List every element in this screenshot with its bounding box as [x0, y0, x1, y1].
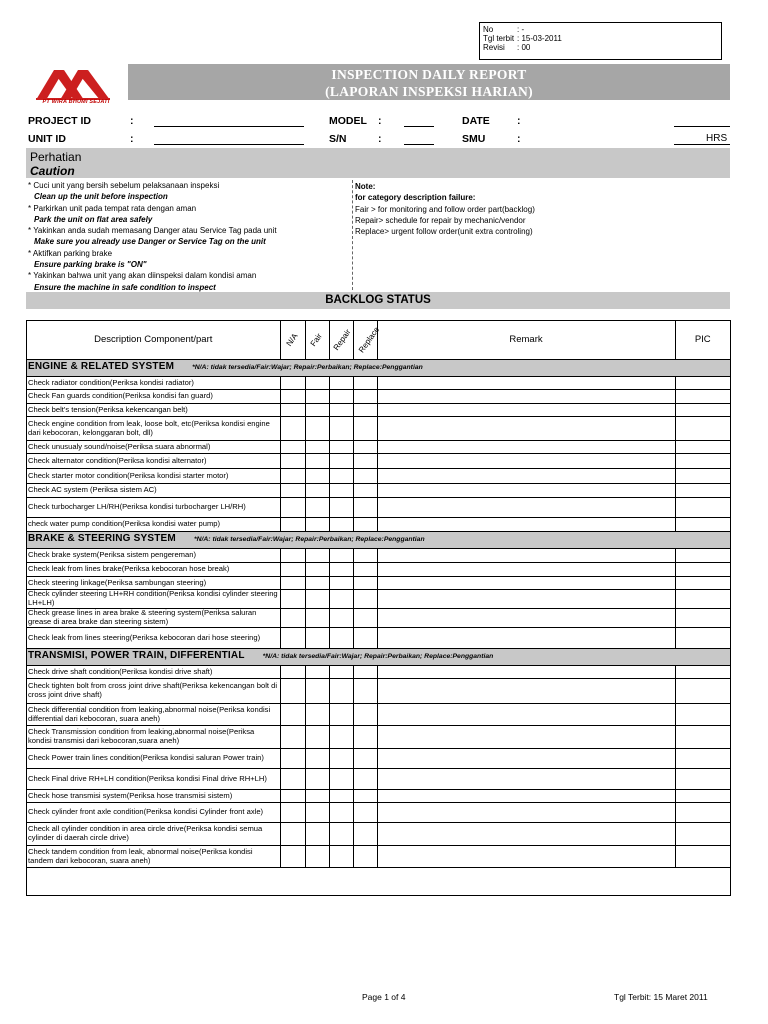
- pic-field[interactable]: [675, 846, 730, 868]
- hrs-unit-label: HRS: [706, 133, 728, 144]
- repair-checkbox[interactable]: [329, 498, 353, 518]
- table-row: [27, 484, 730, 498]
- na-checkbox[interactable]: [280, 823, 305, 846]
- fair-checkbox[interactable]: [305, 469, 329, 484]
- section-header-cell: [27, 649, 730, 666]
- item-description: Check engine condition from leak, loose bolt, etc(Periksa kondisi engine dari kebocoran, kelonggaran bolt, dll): [27, 417, 280, 441]
- table-header-row: [27, 321, 730, 360]
- replace-header-label: Replace: [356, 324, 381, 355]
- table-row: [27, 726, 730, 749]
- item-description: Check unusualy sound/noise(Periksa suara abnormal): [27, 441, 280, 454]
- caution-item-en: Clean up the unit before inspection: [34, 192, 168, 202]
- unit-id-field[interactable]: [154, 132, 304, 145]
- replace-checkbox[interactable]: [353, 609, 377, 628]
- remark-field[interactable]: [377, 577, 675, 590]
- na-checkbox[interactable]: [280, 404, 305, 417]
- item-description: Check brake system(Periksa sistem pengereman): [27, 549, 280, 563]
- pic-field[interactable]: [675, 484, 730, 498]
- remark-field[interactable]: [377, 377, 675, 390]
- na-checkbox[interactable]: [280, 628, 305, 649]
- repair-checkbox[interactable]: [329, 790, 353, 803]
- note-line: Repair> schedule for repair by mechanic/vendor: [355, 215, 526, 225]
- section-header-row: [27, 532, 730, 549]
- remark-field[interactable]: [377, 549, 675, 563]
- item-description: check water pump condition(Periksa kondisi water pump): [27, 518, 280, 532]
- na-checkbox[interactable]: [280, 441, 305, 454]
- remark-field[interactable]: [377, 454, 675, 469]
- pic-field[interactable]: [675, 726, 730, 749]
- note-subtitle: for category description failure:: [355, 193, 476, 203]
- section-header-cell: [27, 360, 730, 377]
- na-checkbox[interactable]: [280, 609, 305, 628]
- serial-number-label: S/N: [329, 133, 347, 145]
- report-title-line-1: INSPECTION DAILY REPORT: [331, 67, 527, 82]
- fair-checkbox[interactable]: [305, 484, 329, 498]
- section-header-row: [27, 360, 730, 377]
- section-legend-note: *N/A: tidak tersedia/Fair:Wajar; Repair:Perbaikan; Replace:Penggantian: [192, 364, 423, 372]
- fair-checkbox[interactable]: [305, 803, 329, 823]
- fair-checkbox[interactable]: [305, 498, 329, 518]
- caution-title-en: Caution: [30, 164, 75, 178]
- replace-checkbox[interactable]: [353, 726, 377, 749]
- caution-item-id: * Yakinkan anda sudah memasang Danger atau Service Tag pada unit: [28, 226, 277, 236]
- pic-field[interactable]: [675, 441, 730, 454]
- remark-field[interactable]: [377, 704, 675, 726]
- pic-field[interactable]: [675, 666, 730, 679]
- replace-checkbox[interactable]: [353, 441, 377, 454]
- table-row: [27, 609, 730, 628]
- item-description: Check radiator condition(Periksa kondisi radiator): [27, 377, 280, 390]
- pic-field[interactable]: [675, 404, 730, 417]
- na-checkbox[interactable]: [280, 590, 305, 609]
- doc-info-key: Tgl terbit: [483, 34, 515, 43]
- table-row: [27, 846, 730, 868]
- replace-checkbox[interactable]: [353, 563, 377, 577]
- na-checkbox[interactable]: [280, 679, 305, 704]
- replace-checkbox[interactable]: [353, 454, 377, 469]
- pic-field[interactable]: [675, 628, 730, 649]
- remark-field[interactable]: [377, 518, 675, 532]
- replace-checkbox[interactable]: [353, 679, 377, 704]
- na-checkbox[interactable]: [280, 518, 305, 532]
- caution-item-id: * Parkirkan unit pada tempat rata dengan aman: [28, 203, 197, 213]
- remark-field[interactable]: [377, 563, 675, 577]
- replace-checkbox[interactable]: [353, 590, 377, 609]
- doc-info-key: No: [483, 25, 494, 34]
- remark-field[interactable]: [377, 769, 675, 790]
- section-title: BRAKE & STEERING SYSTEM: [28, 533, 176, 545]
- item-description: Check leak from lines brake(Periksa kebocoran hose break): [27, 563, 280, 577]
- na-checkbox[interactable]: [280, 726, 305, 749]
- date-field[interactable]: [674, 114, 730, 127]
- fair-checkbox[interactable]: [305, 549, 329, 563]
- repair-checkbox[interactable]: [329, 726, 353, 749]
- repair-checkbox[interactable]: [329, 484, 353, 498]
- repair-header-label: Repair: [331, 327, 353, 352]
- pic-field[interactable]: [675, 563, 730, 577]
- section-header-row: [27, 649, 730, 666]
- table-row: [27, 769, 730, 790]
- pic-field[interactable]: [675, 469, 730, 484]
- project-id-label: PROJECT ID: [28, 115, 92, 127]
- section-header-cell: [27, 532, 730, 549]
- table-row: [27, 498, 730, 518]
- caution-divider: [352, 180, 353, 290]
- repair-checkbox[interactable]: [329, 390, 353, 404]
- repair-checkbox[interactable]: [329, 803, 353, 823]
- na-checkbox[interactable]: [280, 454, 305, 469]
- pic-field[interactable]: [675, 377, 730, 390]
- repair-checkbox[interactable]: [329, 518, 353, 532]
- note-line: Fair > for monitoring and follow order part(backlog): [355, 204, 535, 214]
- remark-field[interactable]: [377, 666, 675, 679]
- caution-item-id: * Cuci unit yang bersih sebelum pelaksanaan inspeksi: [28, 181, 220, 190]
- description-header: Description Component/part: [27, 321, 280, 360]
- pic-field[interactable]: [675, 823, 730, 846]
- item-description: Check Final drive RH+LH condition(Periksa kondisi Final drive RH+LH): [27, 769, 280, 790]
- fair-checkbox[interactable]: [305, 404, 329, 417]
- repair-checkbox[interactable]: [329, 679, 353, 704]
- table-row: [27, 454, 730, 469]
- repair-checkbox[interactable]: [329, 666, 353, 679]
- date-label: DATE: [462, 115, 490, 127]
- replace-header: [353, 321, 381, 360]
- table-row: [27, 417, 730, 441]
- na-checkbox[interactable]: [280, 769, 305, 790]
- doc-info-row-date: [483, 34, 721, 43]
- caution-item-en: Make sure you already use Danger or Service Tag on the unit: [34, 237, 266, 247]
- item-description: Check AC system (Periksa sistem AC): [27, 484, 280, 498]
- remark-field[interactable]: [377, 726, 675, 749]
- na-checkbox[interactable]: [280, 549, 305, 563]
- table-row: [27, 549, 730, 563]
- fair-checkbox[interactable]: [305, 609, 329, 628]
- replace-checkbox[interactable]: [353, 790, 377, 803]
- item-description: Check grease lines in area brake & steering system(Periksa saluran grease di area brake dan steering sistem): [27, 609, 280, 628]
- table-row: [27, 823, 730, 846]
- item-description: Check turbocharger LH/RH(Periksa kondisi turbocharger LH/RH): [27, 498, 280, 518]
- model-field[interactable]: [404, 114, 434, 127]
- remark-field[interactable]: [377, 609, 675, 628]
- remark-field[interactable]: [377, 469, 675, 484]
- serial-number-colon: :: [378, 133, 382, 145]
- caution-title-id: Perhatian: [30, 150, 82, 164]
- item-description: Check all cylinder condition in area circle drive(Periksa kondisi semua cylinder di daerah circle drive): [27, 823, 280, 846]
- remark-field[interactable]: [377, 590, 675, 609]
- pic-field[interactable]: [675, 549, 730, 563]
- report-title-line-2: (LAPORAN INSPEKSI HARIAN): [325, 84, 533, 99]
- repair-checkbox[interactable]: [329, 749, 353, 769]
- document-info-box: [479, 22, 722, 60]
- table-row: [27, 590, 730, 609]
- replace-checkbox[interactable]: [353, 749, 377, 769]
- replace-checkbox[interactable]: [353, 704, 377, 726]
- note-block: [355, 181, 725, 237]
- replace-checkbox[interactable]: [353, 549, 377, 563]
- fair-checkbox[interactable]: [305, 590, 329, 609]
- doc-info-key: Revisi: [483, 43, 505, 52]
- na-checkbox[interactable]: [280, 377, 305, 390]
- replace-checkbox[interactable]: [353, 498, 377, 518]
- doc-info-value: : 00: [517, 43, 531, 52]
- inspection-table: [26, 320, 731, 896]
- replace-checkbox[interactable]: [353, 469, 377, 484]
- repair-checkbox[interactable]: [329, 628, 353, 649]
- replace-checkbox[interactable]: [353, 577, 377, 590]
- unit-id-colon: :: [130, 133, 134, 145]
- remark-field[interactable]: [377, 679, 675, 704]
- item-description: Check tandem condition from leak, abnormal noise(Periksa kondisi tandem dari kebocoran, suara aneh): [27, 846, 280, 868]
- na-checkbox[interactable]: [280, 790, 305, 803]
- repair-checkbox[interactable]: [329, 417, 353, 441]
- table-row: [27, 803, 730, 823]
- pic-field[interactable]: [675, 498, 730, 518]
- na-checkbox[interactable]: [280, 498, 305, 518]
- remark-field[interactable]: [377, 790, 675, 803]
- replace-checkbox[interactable]: [353, 518, 377, 532]
- backlog-status-title: BACKLOG STATUS: [26, 292, 730, 309]
- table-row: [27, 704, 730, 726]
- repair-checkbox[interactable]: [329, 769, 353, 790]
- section-title: ENGINE & RELATED SYSTEM: [28, 361, 175, 373]
- item-description: Check cylinder front axle condition(Periksa kondisi Cylinder front axle): [27, 803, 280, 823]
- project-id-colon: :: [130, 115, 134, 127]
- item-description: Check Fan guards condition(Periksa kondisi fan guard): [27, 390, 280, 404]
- model-colon: :: [378, 115, 382, 127]
- fair-checkbox[interactable]: [305, 518, 329, 532]
- smu-label: SMU: [462, 133, 486, 145]
- fair-checkbox[interactable]: [305, 704, 329, 726]
- inspection-grid: [27, 321, 730, 868]
- doc-info-value: : -: [517, 25, 525, 34]
- pic-field[interactable]: [675, 454, 730, 469]
- repair-checkbox[interactable]: [329, 563, 353, 577]
- table-row: [27, 577, 730, 590]
- repair-checkbox[interactable]: [329, 441, 353, 454]
- na-checkbox[interactable]: [280, 704, 305, 726]
- item-description: Check starter motor condition(Periksa kondisi starter motor): [27, 469, 280, 484]
- table-row: [27, 404, 730, 417]
- fair-checkbox[interactable]: [305, 454, 329, 469]
- caution-item-id: * Aktifkan parking brake: [28, 248, 113, 258]
- doc-info-value: : 15-03-2011: [517, 34, 562, 43]
- pic-field[interactable]: [675, 790, 730, 803]
- item-description: Check alternator condition(Periksa kondisi alternator): [27, 454, 280, 469]
- item-description: Check leak from lines steering(Periksa kebocoran dari hose steering): [27, 628, 280, 649]
- section-legend-note: *N/A: tidak tersedia/Fair:Wajar; Repair:Perbaikan; Replace:Penggantian: [262, 653, 494, 661]
- fair-header-label: Fair: [308, 331, 324, 348]
- item-description: Check Power train lines condition(Periksa kondisi saluran Power train): [27, 749, 280, 769]
- na-checkbox[interactable]: [280, 390, 305, 404]
- remark-field[interactable]: [377, 628, 675, 649]
- replace-checkbox[interactable]: [353, 417, 377, 441]
- na-checkbox[interactable]: [280, 666, 305, 679]
- replace-checkbox[interactable]: [353, 377, 377, 390]
- na-checkbox[interactable]: [280, 577, 305, 590]
- pic-field[interactable]: [675, 609, 730, 628]
- na-checkbox[interactable]: [280, 563, 305, 577]
- na-checkbox[interactable]: [280, 803, 305, 823]
- fair-checkbox[interactable]: [305, 749, 329, 769]
- fair-checkbox[interactable]: [305, 846, 329, 868]
- item-description: Check Transmission condition from leaking,abnormal noise(Periksa kondisi transmisi dari kebocoran,suara aneh): [27, 726, 280, 749]
- pic-field[interactable]: [675, 749, 730, 769]
- table-row: [27, 679, 730, 704]
- doc-info-row-no: [483, 25, 721, 34]
- repair-checkbox[interactable]: [329, 549, 353, 563]
- pic-field[interactable]: [675, 417, 730, 441]
- table-row: [27, 666, 730, 679]
- unit-id-label: UNIT ID: [28, 133, 66, 145]
- remark-field[interactable]: [377, 803, 675, 823]
- repair-checkbox[interactable]: [329, 469, 353, 484]
- na-checkbox[interactable]: [280, 846, 305, 868]
- fair-checkbox[interactable]: [305, 441, 329, 454]
- item-description: Check belt's tension(Periksa kekencangan belt): [27, 404, 280, 417]
- na-checkbox[interactable]: [280, 417, 305, 441]
- caution-list: [28, 180, 353, 293]
- pic-field[interactable]: [675, 704, 730, 726]
- remark-field[interactable]: [377, 484, 675, 498]
- remark-field[interactable]: [377, 823, 675, 846]
- replace-checkbox[interactable]: [353, 628, 377, 649]
- na-header: [280, 321, 305, 360]
- replace-checkbox[interactable]: [353, 390, 377, 404]
- pic-field[interactable]: [675, 590, 730, 609]
- model-label: MODEL: [329, 115, 367, 127]
- remark-header: Remark: [377, 321, 675, 360]
- remark-field[interactable]: [377, 417, 675, 441]
- note-line: Replace> urgent follow order(unit extra controling): [355, 227, 533, 237]
- note-title: Note:: [355, 182, 376, 191]
- footer-issue-date: Tgl Terbit: 15 Maret 2011: [614, 992, 708, 1002]
- section-title: TRANSMISI, POWER TRAIN, DIFFERENTIAL: [28, 650, 245, 662]
- na-checkbox[interactable]: [280, 749, 305, 769]
- replace-checkbox[interactable]: [353, 846, 377, 868]
- replace-checkbox[interactable]: [353, 823, 377, 846]
- table-row: [27, 790, 730, 803]
- table-row: [27, 390, 730, 404]
- repair-checkbox[interactable]: [329, 823, 353, 846]
- pic-field[interactable]: [675, 390, 730, 404]
- fair-checkbox[interactable]: [305, 679, 329, 704]
- table-row: [27, 518, 730, 532]
- remark-field[interactable]: [377, 846, 675, 868]
- remark-field[interactable]: [377, 498, 675, 518]
- repair-checkbox[interactable]: [329, 377, 353, 390]
- replace-checkbox[interactable]: [353, 666, 377, 679]
- pic-field[interactable]: [675, 679, 730, 704]
- doc-info-row-revision: [483, 43, 721, 52]
- fair-checkbox[interactable]: [305, 563, 329, 577]
- item-description: Check differential condition from leaking,abnormal noise(Periksa kondisi differential dari kebocoran, suara aneh): [27, 704, 280, 726]
- table-row: [27, 441, 730, 454]
- date-colon: :: [517, 115, 521, 127]
- repair-checkbox[interactable]: [329, 577, 353, 590]
- serial-number-field[interactable]: [404, 132, 434, 145]
- section-legend-note: *N/A: tidak tersedia/Fair:Wajar; Repair:Perbaikan; Replace:Penggantian: [193, 536, 425, 544]
- fair-checkbox[interactable]: [305, 417, 329, 441]
- table-row: [27, 749, 730, 769]
- fair-checkbox[interactable]: [305, 726, 329, 749]
- project-id-field[interactable]: [154, 114, 304, 127]
- remark-field[interactable]: [377, 404, 675, 417]
- caution-item-en: Ensure parking brake is "ON": [34, 260, 147, 270]
- table-row: [27, 628, 730, 649]
- caution-item-id: * Yakinkan bahwa unit yang akan diinspeksi dalam kondisi aman: [28, 271, 257, 281]
- repair-checkbox[interactable]: [329, 846, 353, 868]
- fair-header: [305, 321, 329, 360]
- pic-field[interactable]: [675, 518, 730, 532]
- fair-checkbox[interactable]: [305, 823, 329, 846]
- replace-checkbox[interactable]: [353, 769, 377, 790]
- remark-field[interactable]: [377, 749, 675, 769]
- smu-colon: :: [517, 133, 521, 145]
- fair-checkbox[interactable]: [305, 666, 329, 679]
- repair-checkbox[interactable]: [329, 454, 353, 469]
- na-checkbox[interactable]: [280, 469, 305, 484]
- repair-header: [329, 321, 353, 360]
- caution-item-en: Park the unit on flat area safely: [34, 214, 153, 224]
- pic-field[interactable]: [675, 577, 730, 590]
- repair-checkbox[interactable]: [329, 704, 353, 726]
- caution-item-en: Ensure the machine in safe condition to inspect: [34, 282, 216, 292]
- pic-header: PIC: [675, 321, 730, 360]
- replace-checkbox[interactable]: [353, 484, 377, 498]
- report-title: [128, 64, 730, 100]
- caution-band: [26, 148, 730, 178]
- table-row: [27, 469, 730, 484]
- repair-checkbox[interactable]: [329, 590, 353, 609]
- repair-checkbox[interactable]: [329, 609, 353, 628]
- fair-checkbox[interactable]: [305, 377, 329, 390]
- item-description: Check hose transmisi system(Periksa hose transmisi sistem): [27, 790, 280, 803]
- na-header-label: N/A: [284, 331, 300, 348]
- footer-page-number: Page 1 of 4: [362, 992, 406, 1002]
- company-logo-caption: PT WIRA BHUMI SEJATI: [42, 99, 110, 105]
- item-description: Check steering linkage(Periksa sambungan steering): [27, 577, 280, 590]
- na-checkbox[interactable]: [280, 484, 305, 498]
- pic-field[interactable]: [675, 769, 730, 790]
- fair-checkbox[interactable]: [305, 390, 329, 404]
- fair-checkbox[interactable]: [305, 577, 329, 590]
- fair-checkbox[interactable]: [305, 769, 329, 790]
- item-description: Check tighten bolt from cross joint drive shaft(Periksa kekencangan bolt di cross joint drive shaft): [27, 679, 280, 704]
- pic-field[interactable]: [675, 803, 730, 823]
- replace-checkbox[interactable]: [353, 803, 377, 823]
- table-row: [27, 563, 730, 577]
- fair-checkbox[interactable]: [305, 628, 329, 649]
- repair-checkbox[interactable]: [329, 404, 353, 417]
- remark-field[interactable]: [377, 441, 675, 454]
- remark-field[interactable]: [377, 390, 675, 404]
- table-row: [27, 377, 730, 390]
- item-description: Check drive shaft condition(Periksa kondisi drive shaft): [27, 666, 280, 679]
- fair-checkbox[interactable]: [305, 790, 329, 803]
- item-description: Check cylinder steering LH+RH condition(Periksa kondisi cylinder steering LH+LH): [27, 590, 280, 609]
- replace-checkbox[interactable]: [353, 404, 377, 417]
